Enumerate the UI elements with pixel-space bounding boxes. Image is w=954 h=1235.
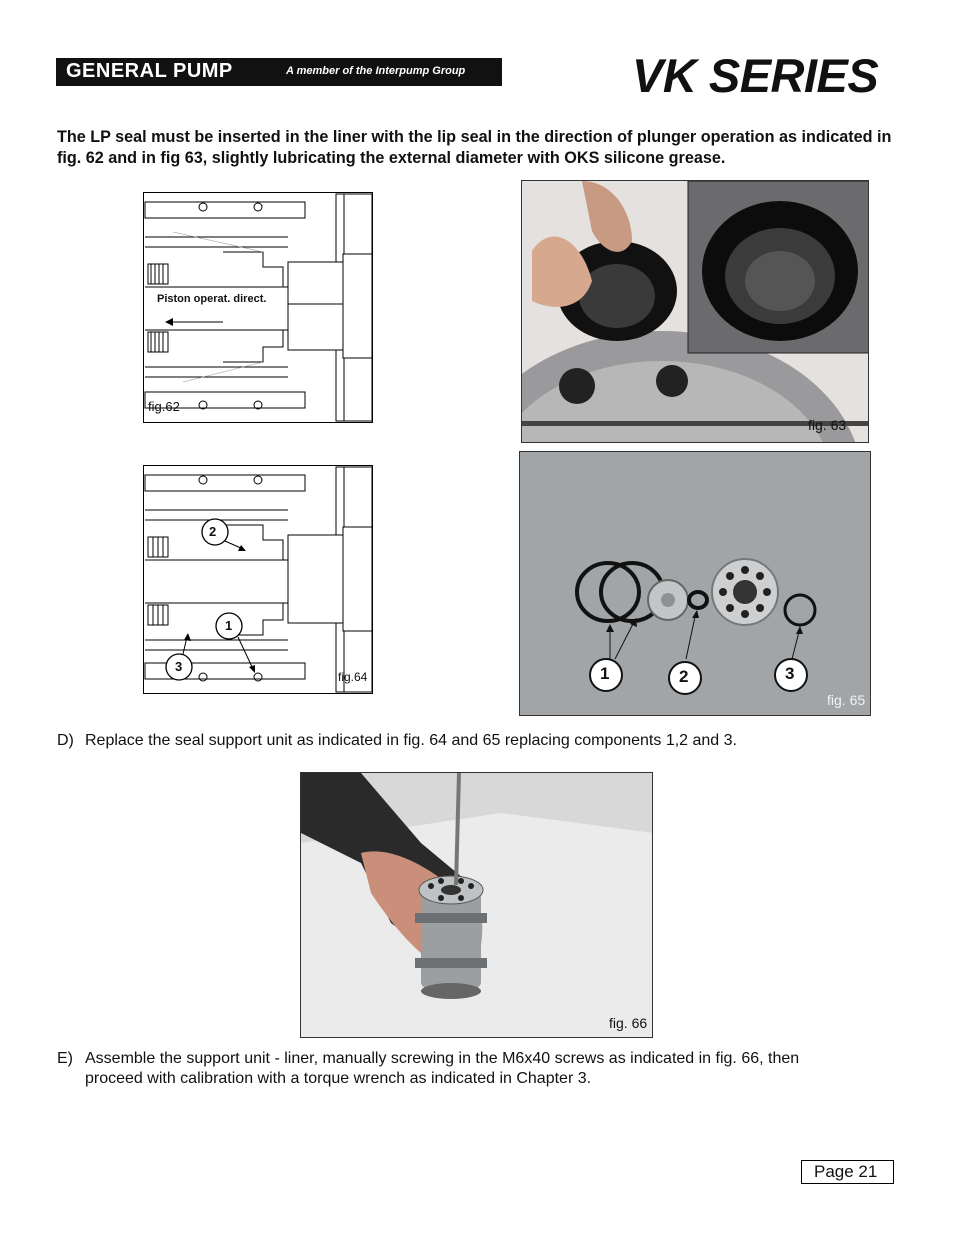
intro-paragraph: The LP seal must be inserted in the liner with the lip seal in the direction of plunger operation as indicated in fig. 62 and in fig 63, slightly lubricating the external diameter with OKS silicone grease. (57, 128, 892, 167)
step-e-line-2: proceed with calibration with a torque wrench as indicated in Chapter 3. (85, 1070, 592, 1087)
figure-63-photo (521, 180, 869, 443)
page-number: Page 21 (814, 1162, 878, 1181)
fig64-callout-2: 2 (209, 524, 217, 539)
step-d-letter: D) (57, 732, 74, 749)
fig64-callout-3: 3 (175, 659, 183, 674)
fig63-caption: fig. 63 (808, 417, 847, 433)
series-title: VK SERIES (632, 49, 879, 102)
step-e-line-1: Assemble the support unit - liner, manually screwing in the M6x40 screws as indicated in fig. 66, then (85, 1050, 800, 1067)
fig62-caption: fig.62 (148, 399, 180, 414)
step-d-text: Replace the seal support unit as indicated in fig. 64 and 65 replacing components 1,2 and 3. (85, 732, 737, 749)
step-e-letter: E) (57, 1050, 73, 1067)
fig65-callout-3: 3 (785, 664, 795, 683)
figure-66-photo (300, 772, 653, 1038)
figure-65-photo (519, 451, 871, 716)
fig66-caption: fig. 66 (609, 1015, 648, 1031)
fig65-callout-2: 2 (679, 667, 689, 686)
step-e (57, 1049, 927, 1091)
page-number-box (801, 1160, 894, 1184)
fig62-direction-label: Piston operat. direct. (157, 293, 267, 305)
brand-bar (56, 58, 502, 86)
fig65-callout-1: 1 (600, 664, 610, 683)
brand-tagline: A member of the Interpump Group (286, 65, 466, 77)
fig64-callout-1: 1 (225, 618, 233, 633)
fig65-caption: fig. 65 (827, 692, 866, 708)
brand-name: GENERAL PUMP (66, 60, 233, 82)
figure-62-drawing (143, 192, 373, 423)
fig64-caption: fig.64 (338, 670, 368, 684)
step-d (57, 731, 917, 751)
